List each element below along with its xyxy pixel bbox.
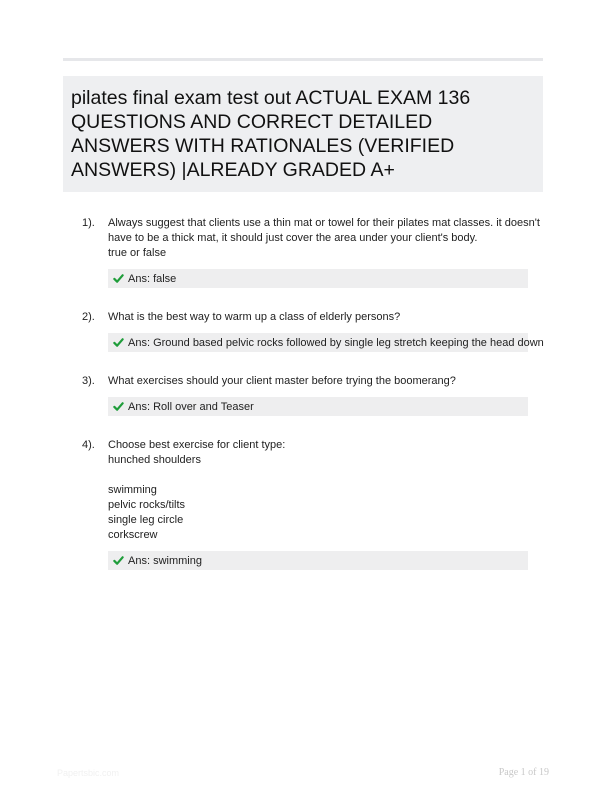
check-icon bbox=[113, 273, 124, 284]
question-item bbox=[82, 310, 542, 352]
question-text: What exercises should your client master before trying the boomerang? bbox=[108, 375, 456, 387]
question-text: Choose best exercise for client type: hunched shoulders swimming pelvic rocks/tilts single leg circle corkscrew bbox=[108, 439, 286, 541]
question-number: 3). bbox=[82, 375, 95, 387]
answer-text: Ans: Ground based pelvic rocks followed by single leg stretch keeping the head down bbox=[128, 336, 544, 349]
check-icon bbox=[113, 401, 124, 412]
answer-text: Ans: false bbox=[128, 272, 177, 285]
question-item bbox=[82, 216, 542, 288]
question-list bbox=[82, 216, 542, 592]
check-icon bbox=[113, 555, 124, 566]
question-text: Always suggest that clients use a thin mat or towel for their pilates mat classes. it doesn't have to be a thick mat, it should just cover the area under your client's body. true or false bbox=[108, 217, 540, 259]
answer-text: Ans: Roll over and Teaser bbox=[128, 400, 254, 413]
answer-box bbox=[108, 551, 528, 570]
answer-box bbox=[108, 333, 544, 352]
question-number: 2). bbox=[82, 311, 95, 323]
question-item bbox=[82, 438, 542, 570]
question-number: 4). bbox=[82, 439, 95, 451]
top-rule bbox=[63, 58, 543, 61]
title-box bbox=[63, 76, 543, 192]
answer-box bbox=[108, 269, 528, 288]
page-number: Page 1 of 19 bbox=[498, 767, 549, 778]
document-title: pilates final exam test out ACTUAL EXAM 136 QUESTIONS AND CORRECT DETAILED ANSWERS WITH RATIONALES (VERIFIED ANSWERS) |ALREADY GRADED A+ bbox=[71, 87, 471, 181]
question-text: What is the best way to warm up a class of elderly persons? bbox=[108, 311, 401, 323]
footer-watermark: Papertsbic.com bbox=[57, 768, 120, 778]
answer-box bbox=[108, 397, 528, 416]
check-icon bbox=[113, 337, 124, 348]
question-item bbox=[82, 374, 542, 416]
answer-text: Ans: swimming bbox=[128, 554, 202, 567]
question-number: 1). bbox=[82, 217, 95, 229]
